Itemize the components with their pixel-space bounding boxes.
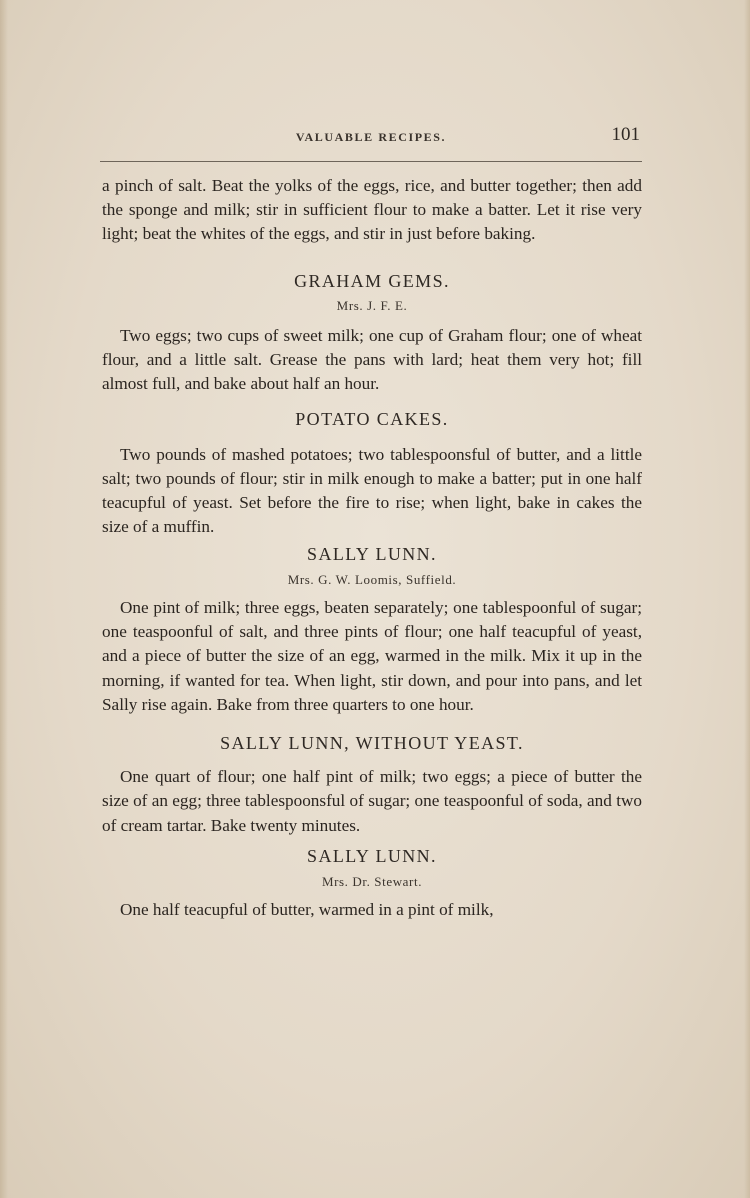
page-edge-right	[744, 0, 750, 1198]
recipe-title-sally-lunn-without-yeast: SALLY LUNN, WITHOUT YEAST.	[220, 733, 524, 754]
recipe-author-sally-lunn-stewart: Mrs. Dr. Stewart.	[321, 874, 423, 890]
recipe-title-potato-cakes: POTATO CAKES.	[295, 408, 449, 429]
recipe-text-sally-lunn: One pint of milk; three eggs, beaten separately; one tablespoonful of sugar; one teaspoonful of salt, and three pints of flour; one half teacupful of yeast, and a piece of butter the size of an egg, warmed in the milk. Mix it up in the morning, if wanted for tea. When light, stir down, and pour into pans, and let Sally rise again. Bake from three quarters to one hour.	[102, 598, 642, 714]
header-rule	[100, 161, 642, 162]
page-number: 101	[611, 124, 640, 145]
recipe-title-sally-lunn-stewart: SALLY LUNN.	[307, 845, 437, 866]
recipe-title-sally-lunn: SALLY LUNN.	[307, 543, 437, 564]
recipe-title-graham-gems: GRAHAM GEMS.	[294, 270, 450, 291]
running-head: VALUABLE RECIPES.	[295, 130, 447, 144]
recipe-author-graham-gems: Mrs. J. F. E.	[336, 297, 408, 313]
recipe-text-graham-gems: Two eggs; two cups of sweet milk; one cup of Graham flour; one of wheat flour, and a little salt. Grease the pans with lard; heat them very hot; fill almost full, and bake about half an hour.	[102, 326, 642, 394]
recipe-text-sally-lunn-without-yeast: One quart of flour; one half pint of milk; two eggs; a piece of butter the size of an egg; three tablespoonsful of sugar; one teaspoonful of soda, and two of cream tartar. Bake twenty minutes.	[102, 767, 642, 835]
recipe-text-sally-lunn-stewart: One half teacupful of butter, warmed in a pint of milk,	[120, 900, 494, 920]
continuation-paragraph: a pinch of salt. Beat the yolks of the eggs, rice, and butter together; then add the sponge and milk; stir in sufficient flour to make a batter. Let it rise very light; beat the whites of the eggs, and stir in just before baking.	[102, 176, 642, 244]
page-edge-left	[0, 0, 8, 1198]
recipe-text-potato-cakes: Two pounds of mashed potatoes; two tablespoonsful of butter, and a little salt; two pounds of flour; stir in milk enough to make a batter; put in one half teacupful of yeast. Set before the fire to rise; when light, bake in cakes the size of a muffin.	[102, 444, 642, 537]
recipe-author-sally-lunn: Mrs. G. W. Loomis, Suffield.	[287, 571, 457, 587]
page-body	[102, 174, 642, 922]
page-header	[100, 124, 642, 150]
